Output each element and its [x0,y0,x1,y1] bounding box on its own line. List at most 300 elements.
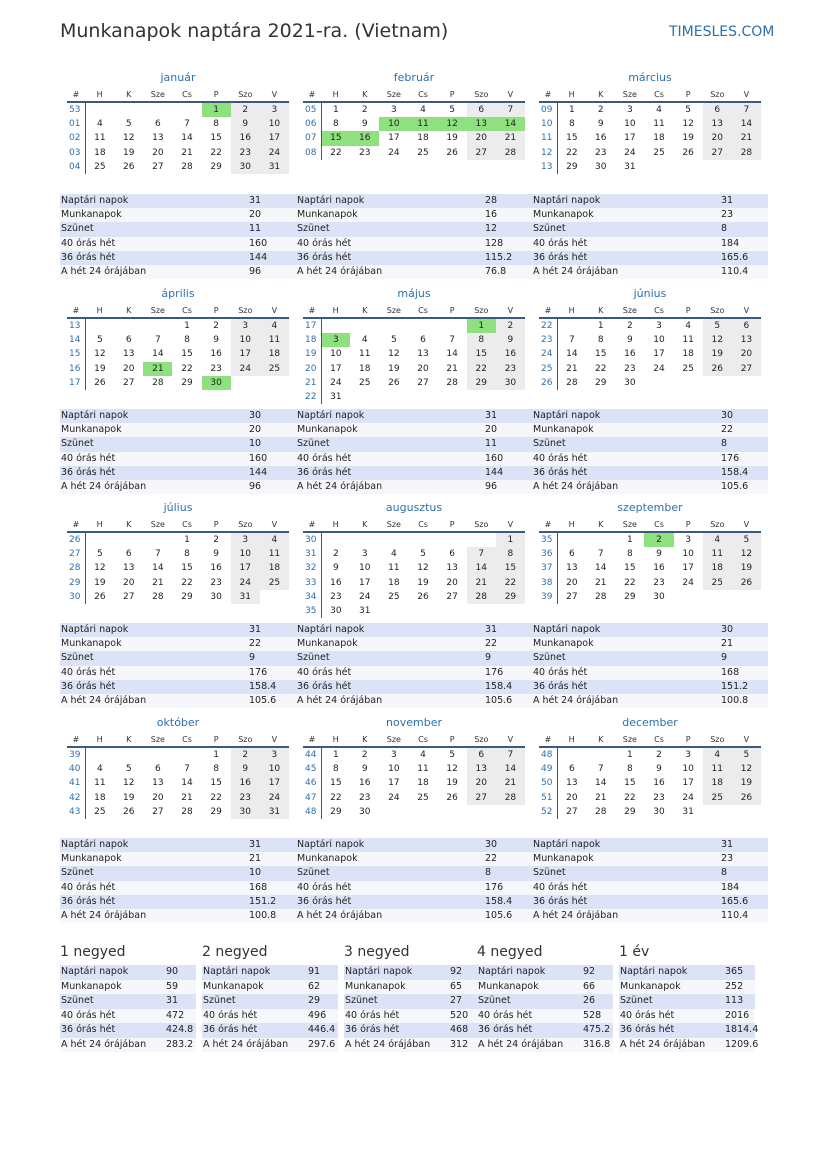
day-cell[interactable]: 13 [467,117,496,131]
day-cell[interactable]: 12 [682,119,694,130]
day-cell[interactable]: 28 [152,377,164,388]
day-cell[interactable]: 21 [566,363,578,374]
day-cell[interactable]: 7 [449,335,455,346]
day-cell[interactable]: 14 [467,561,496,575]
day-cell[interactable]: 28 [446,377,458,388]
day-cell[interactable]: 31 [260,160,289,174]
day-cell[interactable]: 21 [496,776,525,790]
day-cell[interactable]: 23 [358,792,371,803]
day-cell[interactable]: 17 [682,563,694,574]
day-cell[interactable]: 8 [184,549,190,560]
day-cell[interactable]: 2 [361,105,368,116]
day-cell[interactable]: 16 [330,577,342,588]
day-cell[interactable]: 16 [231,131,260,145]
day-cell[interactable]: 31 [260,805,289,819]
day-cell[interactable]: 27 [566,591,578,602]
day-cell[interactable]: 31 [358,606,371,617]
day-cell[interactable]: 5 [703,318,732,333]
day-cell[interactable]: 2 [656,750,662,761]
day-cell[interactable]: 10 [682,549,694,560]
day-cell[interactable]: 5 [732,532,761,547]
day-cell[interactable]: 1 [184,535,190,546]
day-cell[interactable]: 23 [231,791,260,805]
day-cell[interactable]: 15 [566,133,578,144]
month-name[interactable]: március [628,71,672,84]
day-cell[interactable]: 30 [210,591,222,602]
day-cell[interactable]: 13 [152,778,164,789]
day-cell[interactable]: 24 [388,147,400,158]
day-cell[interactable]: 18 [358,363,371,374]
day-cell[interactable]: 4 [260,318,289,333]
day-cell[interactable]: 28 [496,791,525,805]
day-cell[interactable]: 23 [330,591,342,602]
day-cell[interactable]: 19 [94,363,106,374]
day-cell[interactable]: 27 [467,146,496,160]
day-cell[interactable]: 14 [496,762,525,776]
day-cell[interactable]: 16 [210,349,222,360]
day-cell[interactable]: 23 [624,363,636,374]
month-name[interactable]: május [397,287,431,300]
day-cell[interactable]: 15 [210,778,222,789]
month-name[interactable]: február [393,71,435,84]
day-cell[interactable]: 14 [152,349,164,360]
day-cell[interactable]: 14 [181,778,193,789]
day-cell[interactable]: 16 [231,776,260,790]
day-cell[interactable]: 30 [653,591,665,602]
day-cell[interactable]: 8 [467,333,496,347]
day-cell[interactable]: 17 [358,577,371,588]
day-cell[interactable]: 15 [210,133,222,144]
day-cell[interactable]: 16 [350,131,379,145]
day-cell[interactable]: 24 [653,363,665,374]
day-cell[interactable]: 30 [653,806,665,817]
day-cell[interactable]: 20 [122,577,135,588]
day-cell[interactable]: 6 [154,119,161,130]
day-cell[interactable]: 13 [566,778,578,789]
day-cell[interactable]: 26 [446,147,458,158]
day-cell[interactable]: 25 [653,147,665,158]
day-cell[interactable]: 24 [330,377,342,388]
day-cell[interactable]: 23 [210,363,222,374]
day-cell[interactable]: 24 [231,576,260,590]
day-cell[interactable]: 4 [703,747,732,762]
day-cell[interactable]: 14 [446,349,458,360]
day-cell[interactable]: 18 [417,778,429,789]
day-cell[interactable]: 8 [626,549,633,560]
day-cell[interactable]: 5 [449,105,455,116]
day-cell[interactable]: 5 [449,750,455,761]
day-cell[interactable]: 9 [231,117,260,131]
day-cell[interactable]: 18 [682,349,694,360]
day-cell[interactable]: 15 [181,349,193,360]
day-cell[interactable]: 25 [703,576,732,590]
day-cell[interactable]: 20 [446,577,458,588]
day-cell[interactable]: 28 [594,591,607,602]
day-cell[interactable]: 2 [213,535,219,546]
day-cell[interactable]: 25 [260,576,289,590]
day-cell[interactable]: 1 [568,105,575,116]
day-cell[interactable]: 20 [152,147,164,158]
day-cell[interactable]: 19 [446,778,458,789]
day-cell[interactable]: 1 [626,535,633,546]
day-cell[interactable]: 21 [181,147,193,158]
day-cell[interactable]: 22 [181,577,193,588]
day-cell[interactable]: 24 [388,792,400,803]
day-cell[interactable]: 17 [330,363,342,374]
day-cell[interactable]: 3 [260,102,289,117]
day-cell[interactable]: 11 [408,117,437,131]
day-cell[interactable]: 22 [181,363,193,374]
day-cell[interactable]: 3 [656,321,662,332]
day-cell[interactable]: 2 [644,532,673,547]
day-cell[interactable]: 2 [597,105,604,116]
day-cell[interactable]: 29 [181,377,193,388]
day-cell[interactable]: 7 [184,119,190,130]
day-cell[interactable]: 18 [260,347,289,361]
day-cell[interactable]: 14 [566,349,578,360]
day-cell[interactable]: 20 [566,792,578,803]
day-cell[interactable]: 29 [181,591,193,602]
day-cell[interactable]: 2 [231,102,260,117]
day-cell[interactable]: 21 [594,792,607,803]
day-cell[interactable]: 7 [597,549,604,560]
day-cell[interactable]: 20 [122,363,135,374]
day-cell[interactable]: 5 [96,549,103,560]
day-cell[interactable]: 24 [682,577,694,588]
day-cell[interactable]: 27 [467,791,496,805]
day-cell[interactable]: 11 [358,349,371,360]
day-cell[interactable]: 4 [703,532,732,547]
month-name[interactable]: április [161,287,195,300]
day-cell[interactable]: 16 [358,778,371,789]
day-cell[interactable]: 20 [703,131,732,145]
day-cell[interactable]: 24 [260,146,289,160]
day-cell[interactable]: 10 [231,547,260,561]
day-cell[interactable]: 3 [685,750,691,761]
day-cell[interactable]: 19 [388,363,400,374]
day-cell[interactable]: 7 [154,335,161,346]
day-cell[interactable]: 13 [122,563,135,574]
day-cell[interactable]: 2 [213,321,219,332]
day-cell[interactable]: 20 [732,347,761,361]
day-cell[interactable]: 12 [438,117,467,131]
day-cell[interactable]: 17 [653,349,665,360]
day-cell[interactable]: 3 [260,747,289,762]
day-cell[interactable]: 30 [231,805,260,819]
day-cell[interactable]: 21 [467,576,496,590]
day-cell[interactable]: 25 [358,377,371,388]
day-cell[interactable]: 18 [703,776,732,790]
day-cell[interactable]: 13 [732,333,761,347]
day-cell[interactable]: 12 [732,762,761,776]
month-name[interactable]: augusztus [385,501,443,514]
day-cell[interactable]: 2 [332,549,339,560]
day-cell[interactable]: 21 [143,362,172,376]
day-cell[interactable]: 4 [96,119,103,130]
day-cell[interactable]: 19 [732,776,761,790]
day-cell[interactable]: 26 [94,591,106,602]
day-cell[interactable]: 14 [594,563,607,574]
day-cell[interactable]: 3 [231,532,260,547]
month-name[interactable]: január [160,71,196,84]
day-cell[interactable]: 7 [597,764,604,775]
day-cell[interactable]: 3 [361,549,368,560]
day-cell[interactable]: 8 [568,119,575,130]
day-cell[interactable]: 16 [653,563,665,574]
day-cell[interactable]: 22 [467,362,496,376]
day-cell[interactable]: 27 [152,161,164,172]
day-cell[interactable]: 13 [446,563,458,574]
day-cell[interactable]: 16 [210,563,222,574]
day-cell[interactable]: 12 [446,764,458,775]
day-cell[interactable]: 3 [390,105,397,116]
day-cell[interactable]: 3 [685,535,691,546]
day-cell[interactable]: 13 [122,349,135,360]
day-cell[interactable]: 11 [703,547,732,561]
day-cell[interactable]: 26 [682,147,694,158]
day-cell[interactable]: 5 [125,764,132,775]
day-cell[interactable]: 6 [449,549,455,560]
day-cell[interactable]: 3 [626,105,633,116]
day-cell[interactable]: 20 [467,776,496,790]
day-cell[interactable]: 6 [568,764,575,775]
day-cell[interactable]: 10 [330,349,342,360]
day-cell[interactable]: 5 [96,335,103,346]
day-cell[interactable]: 31 [682,806,694,817]
day-cell[interactable]: 2 [626,321,633,332]
day-cell[interactable]: 9 [332,563,339,574]
day-cell[interactable]: 30 [330,606,342,617]
day-cell[interactable]: 20 [417,363,429,374]
day-cell[interactable]: 15 [181,563,193,574]
day-cell[interactable]: 17 [624,133,636,144]
day-cell[interactable]: 3 [321,333,350,347]
day-cell[interactable]: 25 [260,362,289,376]
day-cell[interactable]: 9 [231,762,260,776]
day-cell[interactable]: 18 [417,133,429,144]
day-cell[interactable]: 5 [420,549,426,560]
day-cell[interactable]: 26 [388,377,400,388]
day-cell[interactable]: 10 [682,764,694,775]
day-cell[interactable]: 28 [566,377,578,388]
day-cell[interactable]: 20 [152,792,164,803]
day-cell[interactable]: 27 [446,591,458,602]
day-cell[interactable]: 23 [231,146,260,160]
day-cell[interactable]: 19 [94,577,106,588]
month-name[interactable]: július [163,501,193,514]
day-cell[interactable]: 11 [682,335,694,346]
day-cell[interactable]: 31 [231,590,260,604]
day-cell[interactable]: 26 [417,591,429,602]
day-cell[interactable]: 7 [568,335,575,346]
day-cell[interactable]: 15 [624,563,636,574]
day-cell[interactable]: 4 [420,105,426,116]
day-cell[interactable]: 1 [496,532,525,547]
day-cell[interactable]: 27 [417,377,429,388]
day-cell[interactable]: 28 [594,806,607,817]
day-cell[interactable]: 26 [446,792,458,803]
day-cell[interactable]: 24 [358,591,371,602]
day-cell[interactable]: 1 [626,750,633,761]
day-cell[interactable]: 13 [703,117,732,131]
month-name[interactable]: szeptember [617,501,683,514]
day-cell[interactable]: 29 [594,377,607,388]
day-cell[interactable]: 10 [260,762,289,776]
day-cell[interactable]: 2 [231,747,260,762]
day-cell[interactable]: 29 [210,161,222,172]
day-cell[interactable]: 26 [122,806,135,817]
day-cell[interactable]: 2 [496,318,525,333]
day-cell[interactable]: 17 [260,776,289,790]
day-cell[interactable]: 29 [624,806,636,817]
day-cell[interactable]: 7 [496,747,525,762]
day-cell[interactable]: 22 [566,147,578,158]
day-cell[interactable]: 12 [388,349,400,360]
day-cell[interactable]: 19 [732,561,761,575]
day-cell[interactable]: 19 [682,133,694,144]
day-cell[interactable]: 8 [332,764,339,775]
day-cell[interactable]: 7 [467,547,496,561]
day-cell[interactable]: 11 [94,133,106,144]
day-cell[interactable]: 8 [213,119,219,130]
day-cell[interactable]: 22 [624,792,636,803]
day-cell[interactable]: 9 [496,333,525,347]
day-cell[interactable]: 18 [260,561,289,575]
day-cell[interactable]: 1 [184,321,190,332]
day-cell[interactable]: 26 [732,576,761,590]
day-cell[interactable]: 27 [152,806,164,817]
day-cell[interactable]: 15 [594,349,607,360]
day-cell[interactable]: 18 [703,561,732,575]
day-cell[interactable]: 21 [181,792,193,803]
day-cell[interactable]: 9 [656,549,662,560]
day-cell[interactable]: 6 [125,549,132,560]
day-cell[interactable]: 19 [122,792,135,803]
day-cell[interactable]: 18 [388,577,400,588]
day-cell[interactable]: 5 [125,119,132,130]
day-cell[interactable]: 30 [202,376,231,390]
day-cell[interactable]: 8 [332,119,339,130]
day-cell[interactable]: 19 [122,147,135,158]
day-cell[interactable]: 22 [210,792,222,803]
day-cell[interactable]: 19 [703,347,732,361]
day-cell[interactable]: 24 [260,791,289,805]
day-cell[interactable]: 24 [682,792,694,803]
day-cell[interactable]: 11 [260,333,289,347]
day-cell[interactable]: 25 [388,591,400,602]
day-cell[interactable]: 15 [330,778,342,789]
day-cell[interactable]: 16 [624,349,636,360]
day-cell[interactable]: 6 [467,747,496,762]
day-cell[interactable]: 1 [467,318,496,333]
day-cell[interactable]: 21 [594,577,607,588]
brand-link[interactable]: TIMESLES.COM [669,24,775,40]
day-cell[interactable]: 16 [653,778,665,789]
day-cell[interactable]: 14 [152,563,164,574]
month-name[interactable]: november [386,716,442,729]
day-cell[interactable]: 19 [446,133,458,144]
day-cell[interactable]: 14 [181,133,193,144]
day-cell[interactable]: 12 [122,778,135,789]
day-cell[interactable]: 22 [330,147,342,158]
day-cell[interactable]: 28 [732,146,761,160]
day-cell[interactable]: 11 [703,762,732,776]
day-cell[interactable]: 16 [496,347,525,361]
day-cell[interactable]: 26 [732,791,761,805]
day-cell[interactable]: 23 [594,147,607,158]
day-cell[interactable]: 13 [152,133,164,144]
day-cell[interactable]: 6 [125,335,132,346]
day-cell[interactable]: 7 [496,102,525,117]
day-cell[interactable]: 9 [626,335,633,346]
day-cell[interactable]: 15 [321,131,350,145]
day-cell[interactable]: 24 [624,147,636,158]
day-cell[interactable]: 4 [390,549,397,560]
day-cell[interactable]: 8 [496,547,525,561]
day-cell[interactable]: 9 [213,335,219,346]
day-cell[interactable]: 27 [122,377,135,388]
day-cell[interactable]: 11 [653,119,665,130]
day-cell[interactable]: 1 [202,102,231,117]
day-cell[interactable]: 10 [231,333,260,347]
day-cell[interactable]: 10 [653,335,665,346]
day-cell[interactable]: 4 [656,105,662,116]
day-cell[interactable]: 28 [181,161,193,172]
day-cell[interactable]: 9 [597,119,604,130]
day-cell[interactable]: 6 [732,318,761,333]
day-cell[interactable]: 15 [496,561,525,575]
day-cell[interactable]: 12 [94,349,106,360]
day-cell[interactable]: 29 [210,806,222,817]
day-cell[interactable]: 25 [94,161,106,172]
day-cell[interactable]: 25 [682,363,694,374]
day-cell[interactable]: 27 [122,591,135,602]
day-cell[interactable]: 23 [496,362,525,376]
day-cell[interactable]: 23 [358,147,371,158]
day-cell[interactable]: 26 [94,377,106,388]
day-cell[interactable]: 28 [152,591,164,602]
day-cell[interactable]: 17 [231,561,260,575]
day-cell[interactable]: 8 [184,335,190,346]
day-cell[interactable]: 12 [732,547,761,561]
day-cell[interactable]: 17 [682,778,694,789]
day-cell[interactable]: 12 [417,563,429,574]
day-cell[interactable]: 10 [358,563,371,574]
day-cell[interactable]: 31 [330,392,342,403]
day-cell[interactable]: 30 [231,160,260,174]
day-cell[interactable]: 13 [467,762,496,776]
day-cell[interactable]: 23 [210,577,222,588]
month-name[interactable]: december [622,716,678,729]
day-cell[interactable]: 3 [390,750,397,761]
day-cell[interactable]: 28 [467,590,496,604]
day-cell[interactable]: 6 [467,102,496,117]
day-cell[interactable]: 22 [496,576,525,590]
day-cell[interactable]: 16 [594,133,607,144]
day-cell[interactable]: 5 [732,747,761,762]
day-cell[interactable]: 18 [94,147,106,158]
day-cell[interactable]: 10 [624,119,636,130]
day-cell[interactable]: 7 [154,549,161,560]
day-cell[interactable]: 4 [420,750,426,761]
day-cell[interactable]: 4 [96,764,103,775]
day-cell[interactable]: 17 [388,133,400,144]
month-name[interactable]: június [633,287,667,300]
day-cell[interactable]: 29 [330,806,342,817]
day-cell[interactable]: 14 [732,117,761,131]
month-name[interactable]: október [156,716,200,729]
day-cell[interactable]: 17 [260,131,289,145]
